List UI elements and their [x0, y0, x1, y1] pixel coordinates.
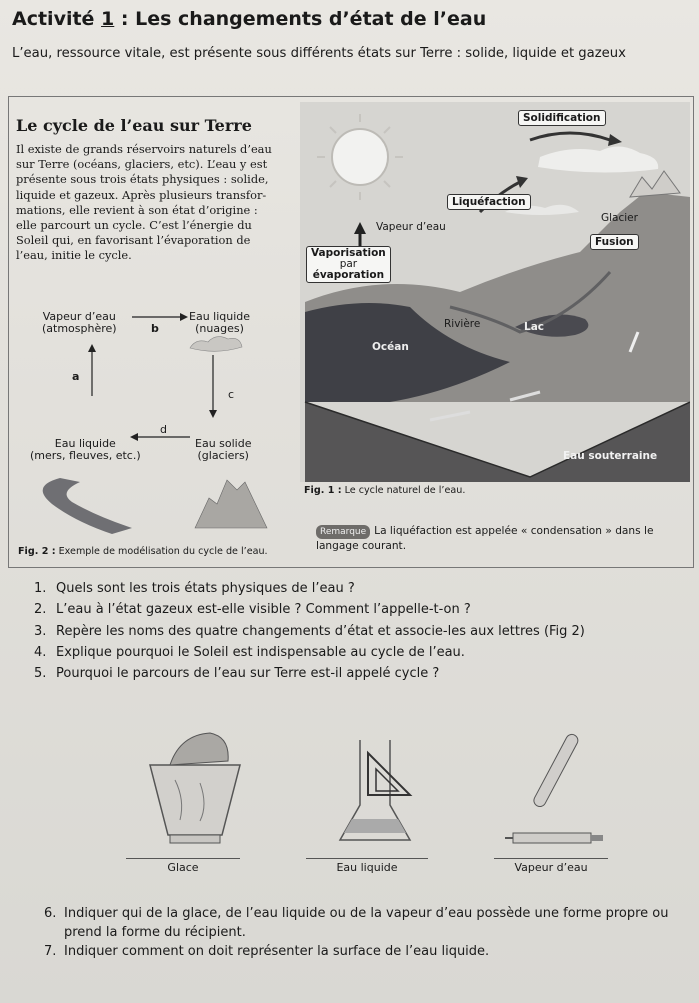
fig1-illustration [300, 102, 690, 482]
letter-a: a [72, 370, 80, 383]
fig2-solide-sub: (glaciers) [197, 449, 249, 462]
fig2-caption-text: Exemple de modélisation du cycle de l’eau. [55, 546, 268, 557]
par-text: par [339, 258, 358, 270]
cycle-line: l’eau, initie le cycle. [16, 248, 132, 263]
question-number: 3. [34, 623, 47, 639]
label-solidification: Solidification [518, 110, 606, 126]
cycle-line: Soleil qui, en favorisant l’évaporation de [16, 233, 251, 248]
question-number: 4. [34, 644, 47, 660]
fig2-solide [195, 438, 251, 462]
question-6-line2: prend la forme du récipient. [64, 925, 246, 940]
question-text: Explique pourquoi le Soleil est indispensable au cycle de l’eau. [56, 644, 465, 660]
fig2-vapeur [42, 311, 117, 335]
fig2-vapeur-label: Vapeur d’eau [42, 310, 116, 323]
fig2-nuages-sub: (nuages) [195, 322, 244, 335]
question-item [34, 642, 585, 663]
label-eau-souterraine: Eau souterraine [563, 450, 658, 462]
cloud-icon [190, 337, 242, 352]
fig2-liquide [30, 438, 141, 462]
intro-text: L’eau, ressource vitale, est présente sous différents états sur Terre : solide, liquide et gazeux [12, 46, 626, 61]
glass-with-ice-icon [140, 725, 250, 850]
cycle-line: mations, elle revient à son état d’origine : [16, 202, 258, 217]
fig1-caption [304, 485, 465, 496]
caption-eau-liquide: Eau liquide [306, 858, 428, 874]
label-vapeur: Vapeur d’eau [376, 221, 446, 233]
cycle-line: Il existe de grands réservoirs naturels d’eau [16, 142, 272, 156]
graduated-flask-icon [320, 735, 430, 855]
cycle-line: elle parcourt un cycle. C’est l’énergie du [16, 218, 252, 233]
fig2-nuages-label: Eau liquide [189, 310, 251, 323]
label-liquefaction: Liquéfaction [447, 194, 531, 210]
vaporisation-text: Vaporisation [311, 247, 386, 259]
cycle-line: liquide et gazeux. Après plusieurs transfor- [16, 187, 267, 202]
fig2-vapeur-sub: (atmosphère) [42, 322, 117, 335]
river-icon [43, 478, 132, 534]
fig1-caption-text: Le cycle naturel de l’eau. [341, 485, 466, 496]
fig2-solide-label: Eau solide [195, 437, 252, 450]
question-number: 5. [34, 666, 47, 682]
question-number: 1. [34, 581, 47, 596]
cycle-paragraph [16, 142, 294, 264]
question-text: Quels sont les trois états physiques de l’eau ? [56, 581, 355, 596]
label-riviere: Rivière [444, 318, 481, 330]
mountain-icon [195, 480, 267, 528]
question-text: Indiquer qui de la glace, de l’eau liquide ou de la vapeur d’eau possède une forme propre ou [64, 906, 669, 921]
question-7 [44, 942, 694, 961]
set-square-icon [368, 753, 410, 795]
fig2-liquide-label: Eau liquide [54, 437, 116, 450]
question-number: 2. [34, 602, 47, 618]
title-number: 1 [101, 8, 115, 30]
question-item [34, 621, 585, 642]
remark-badge: Remarque [316, 525, 370, 539]
question-text: Indiquer comment on doit représenter la surface de l’eau liquide. [64, 944, 490, 959]
fig2-nuages [189, 311, 250, 335]
question-text: Pourquoi le parcours de l’eau sur Terre est-il appelé cycle ? [56, 666, 440, 682]
title-prefix: Activité [12, 8, 102, 30]
question-item [34, 663, 585, 684]
question-text: Repère les noms des quatre changements d’état et associe-les aux lettres (Fig 2) [56, 623, 585, 639]
cycle-line: sur Terre (océans, glaciers, etc). L’eau y est [16, 157, 268, 172]
letter-d: d [160, 423, 167, 436]
label-lac: Lac [524, 321, 545, 333]
test-tube-and-syringe-icon [505, 725, 615, 860]
evaporation-text: évaporation [312, 269, 385, 281]
label-fusion: Fusion [590, 234, 639, 250]
cycle-line: présente sous trois états physiques : solide, [16, 172, 269, 187]
label-vaporisation [306, 246, 391, 283]
fig2-diagram [20, 300, 280, 535]
label-ocean: Océan [372, 341, 409, 353]
question-list [34, 578, 585, 684]
activity-title [12, 8, 486, 30]
final-questions [44, 904, 694, 961]
label-glacier: Glacier [601, 212, 638, 224]
fig2-liquide-sub: (mers, fleuves, etc.) [30, 449, 141, 462]
question-item [34, 599, 585, 620]
fig2-caption [18, 546, 268, 557]
question-item [34, 578, 585, 599]
letter-b: b [151, 322, 159, 335]
question-number: 7. [44, 944, 57, 959]
caption-vapeur: Vapeur d’eau [494, 858, 608, 874]
title-suffix: : Les changements d’état de l’eau [114, 8, 487, 30]
cycle-title: Le cycle de l’eau sur Terre [16, 116, 252, 135]
letter-c: c [228, 388, 235, 401]
question-number: 6. [44, 906, 57, 921]
fig1-caption-bold: Fig. 1 : [304, 485, 342, 496]
remark-box [316, 524, 676, 553]
question-6 [44, 904, 694, 923]
question-text: L’eau à l’état gazeux est-elle visible ? Comment l’appelle-t-on ? [56, 602, 471, 618]
sun-icon [332, 129, 388, 185]
caption-glace: Glace [126, 858, 240, 874]
remark-text: La liquéfaction est appelée « condensation » dans le langage courant. [316, 525, 654, 552]
fig2-caption-bold: Fig. 2 : [18, 546, 56, 557]
